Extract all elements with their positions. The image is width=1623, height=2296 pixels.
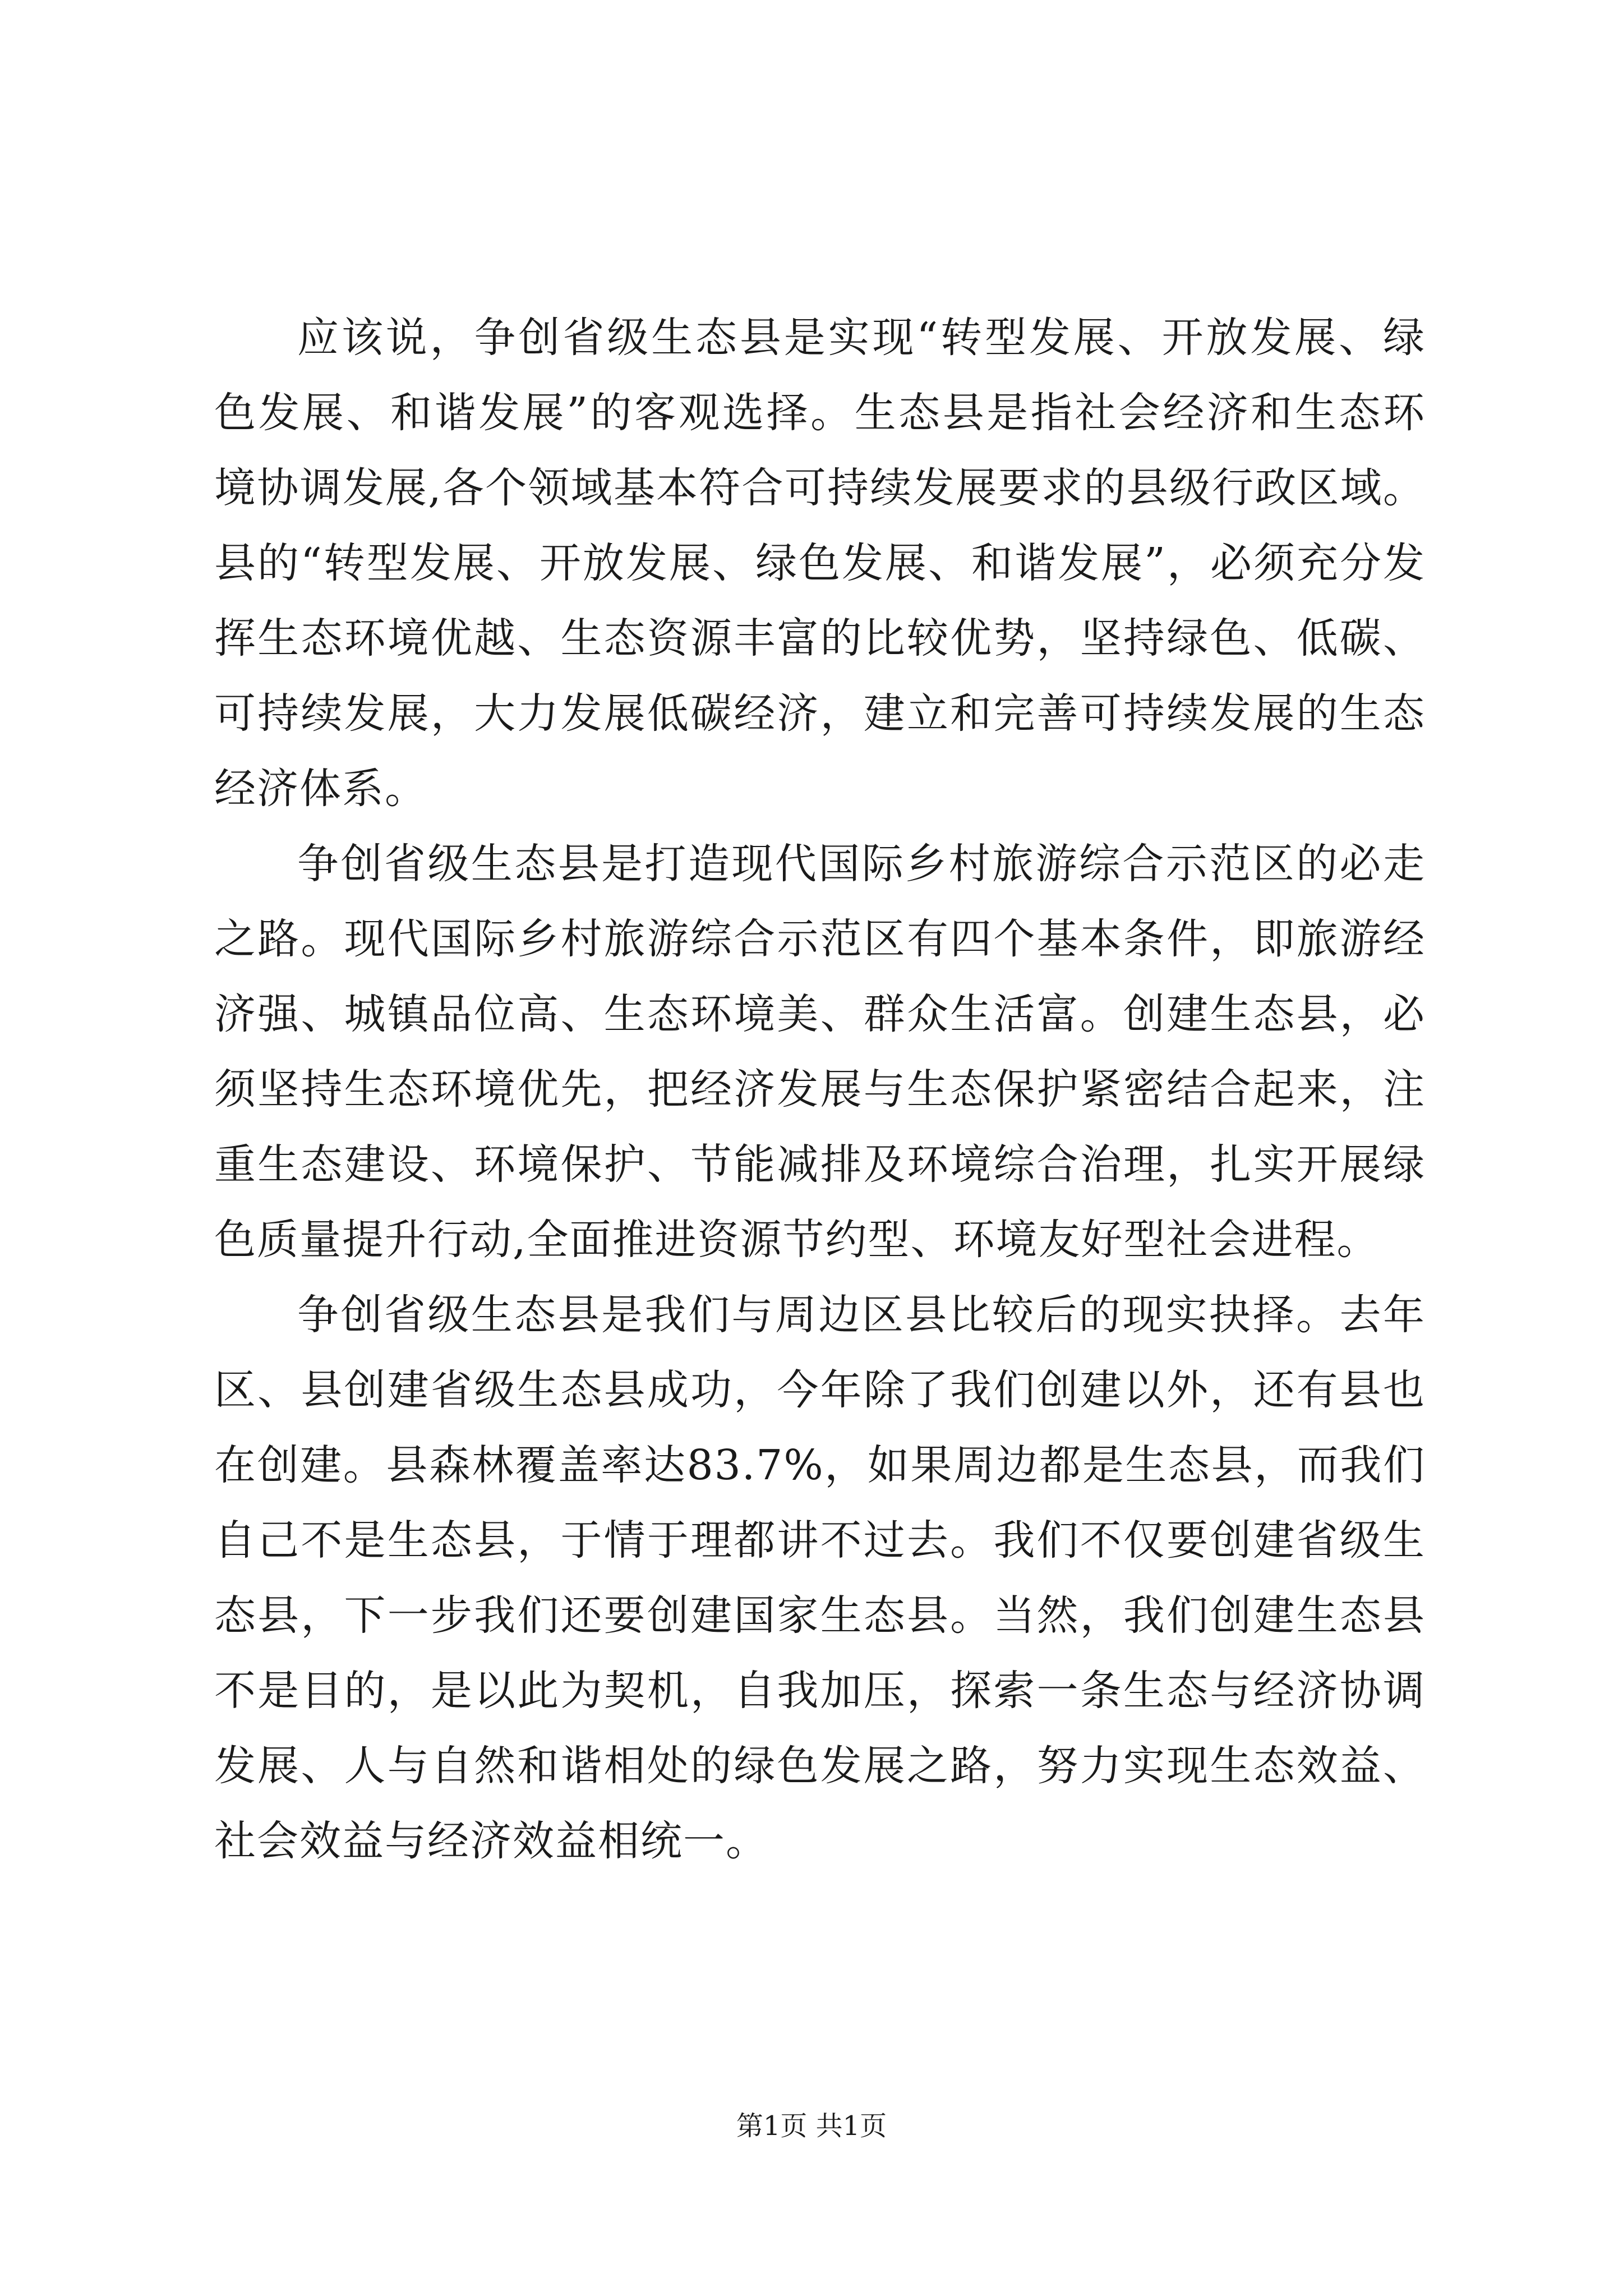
document-body — [214, 300, 1426, 1879]
page-footer: 第1页 共1页 — [736, 2110, 887, 2142]
paragraph-3: 争创省级生态县是我们与周边区县比较后的现实抉择。去年区、县创建省级生态县成功，今年除了我们创建以外，还有县也在创建。县森林覆盖率达83.7%，如果周边都是生态县，而我们自己不是生态县，于情于理都讲不过去。我们不仅要创建省级生态县，下一步我们还要创建国家生态县。当然，我们创建生态县不是目的，是以此为契机，自我加压，探索一条生态与经济协调发展、人与自然和谐相处的绿色发展之路，努力实现生态效益、社会效益与经济效益相统一。 — [214, 1291, 1426, 1865]
paragraph-1: 应该说，争创省级生态县是实现“转型发展、开放发展、绿色发展、和谐发展”的客观选择。生态县是指社会经济和生态环境协调发展,各个领域基本符合可持续发展要求的县级行政区域。县的“转型发展、开放发展、绿色发展、和谐发展”，必须充分发挥生态环境优越、生态资源丰富的比较优势，坚持绿色、低碳、可持续发展，大力发展低碳经济，建立和完善可持续发展的生态经济体系。 — [214, 314, 1426, 813]
paragraph-2: 争创省级生态县是打造现代国际乡村旅游综合示范区的必走之路。现代国际乡村旅游综合示范区有四个基本条件，即旅游经济强、城镇品位高、生态环境美、群众生活富。创建生态县，必须坚持生态环境优先，把经济发展与生态保护紧密结合起来，注重生态建设、环境保护、节能减排及环境综合治理，扎实开展绿色质量提升行动,全面推进资源节约型、环境友好型社会进程。 — [214, 840, 1426, 1264]
